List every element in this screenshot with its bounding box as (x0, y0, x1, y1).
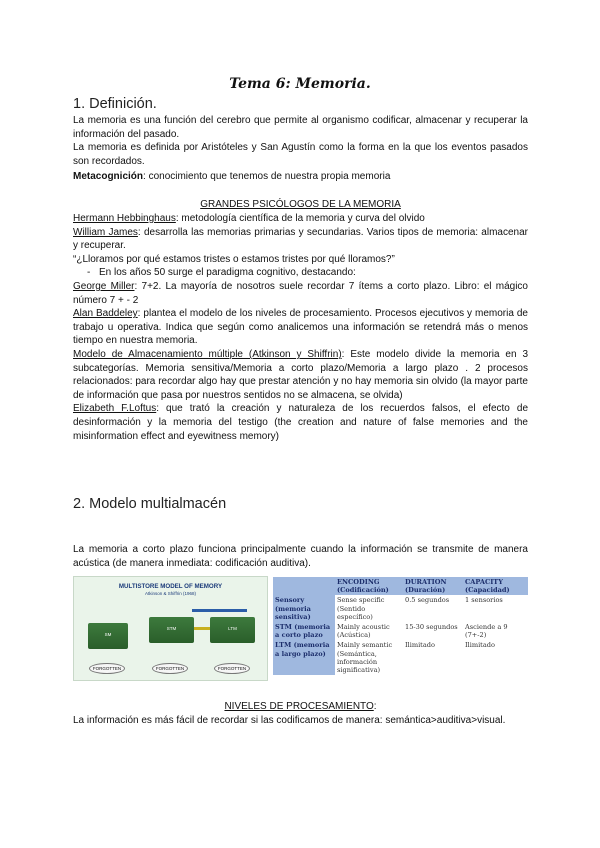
table-cell-encoding: Mainly acoustic (Acústica) (337, 623, 390, 640)
table-header-duration: DURATION (Duración) (403, 577, 463, 595)
psychologist-text: : 7+2. La mayoría de nosotros suele recordar 7 ítems a corto plazo. Libro: el mágico número 7 + - 2 (73, 280, 528, 306)
psychologist-name: George Miller (73, 280, 135, 292)
diagram-title: MULTISTORE MODEL OF MEMORY (118, 583, 223, 590)
psychologist-entry (73, 212, 528, 226)
psychologist-text: : que trató la creación y naturaleza de los recuerdos falsos, el efecto de desinformación y la memoria del testigo (the creation and nature of false memories and the misinformation effect and eyewitness memory) (73, 403, 529, 442)
niveles-paragraph: La información es más fácil de recordar si las codificamos de manera: semántica>auditiva>visual. (73, 715, 506, 726)
table-row (273, 622, 528, 640)
table-row (273, 595, 528, 622)
psychologist-name: William James (73, 226, 138, 238)
psychologists-heading: GRANDES PSICÓLOGOS DE LA MEMORIA (200, 199, 401, 210)
definition-paragraph-1: La memoria es una función del cerebro que permite al organismo codificar, almacenar y recuperar la información del pasado. (73, 115, 528, 140)
diagram-subtitle: Atkinson & Shiffrin (1968) (145, 591, 196, 596)
quote-text: “¿Lloramos por qué estamos tristes o estamos tristes por qué lloramos?” (73, 253, 395, 265)
table-row (273, 640, 528, 675)
table-cell-capacity: Asciende a 9 (7+-2) (465, 623, 508, 640)
niveles-heading-colon: : (373, 701, 377, 712)
table-cell-duration: Ilimitado (405, 641, 435, 650)
psychologist-entry (73, 402, 528, 443)
psychologist-entry (73, 280, 528, 307)
diagram-box-stm: STM (149, 617, 194, 643)
table-row-label: STM (memoria a corto plazo (273, 622, 335, 640)
niveles-heading (73, 700, 528, 714)
psychologist-entry (73, 226, 528, 253)
diagram-box-sm: SM (88, 623, 128, 649)
table-header-encoding: ENCODING (Codificación) (335, 577, 403, 595)
psychologist-name: Hermann Hebbinghaus (73, 213, 176, 224)
section-2-heading: 2. Modelo multialmacén (73, 496, 227, 512)
psychologist-text: : plantea el modelo de los niveles de procesamiento. Procesos ejecutivos y memoria de trabajo u operativa. Indica que según como analicemos una información se retendrá más o menos tiempo en nuestra memoria. (73, 308, 528, 347)
diagram-oval-forgotten: FORGOTTEN (152, 663, 188, 674)
psychologist-text: : desarrolla las memorias primarias y secundarias. Varios tipos de memoria: almacenar y recuperar. (73, 226, 528, 252)
table-cell-capacity: 1 sensorios (465, 596, 503, 605)
psychologist-entry (73, 307, 528, 348)
definition-paragraph-2: La memoria es definida por Aristóteles y San Agustín como la forma en la que los eventos pasados son recordados. (73, 142, 528, 167)
bullet-item: - En los años 50 surge el paradigma cognitivo, destacando: (73, 266, 528, 280)
table-header-capacity: CAPACITY (Capacidad) (463, 577, 528, 595)
diagram-oval-forgotten: FORGOTTEN (214, 663, 250, 674)
table-cell-encoding: Mainly semantic (Semántica, información significativa) (337, 641, 393, 675)
metacognicion-paragraph (73, 170, 528, 184)
section-1-heading: 1. Definición. (73, 96, 157, 112)
table-cell-encoding: Sense specific (Sentido específico) (337, 596, 385, 621)
metacognicion-text: : conocimiento que tenemos de nuestra propia memoria (143, 171, 391, 182)
rehearsal-arrow (192, 609, 247, 612)
diagram-box-ltm: LTM (210, 617, 255, 643)
memory-stores-table (273, 577, 528, 675)
multistore-paragraph: La memoria a corto plazo funciona principalmente cuando la información se transmite de manera acústica (de manera inmediata: codificación auditiva). (73, 544, 528, 569)
table-row-label: LTM (memoria a largo plazo) (273, 640, 335, 675)
table-header-empty (273, 577, 335, 595)
niveles-heading-text: NIVELES DE PROCESAMIENTO (224, 701, 374, 712)
table-header-row (273, 577, 528, 595)
table-cell-duration: 0.5 segundos (405, 596, 450, 605)
psychologist-text: : metodología científica de la memoria y curva del olvido (175, 213, 425, 224)
table-row-label: Sensory (memoria sensitiva) (273, 595, 335, 622)
psychologist-name: Elizabeth F.Loftus (73, 403, 157, 415)
metacognicion-term: Metacognición (73, 171, 144, 182)
table-cell-capacity: Ilimitado (465, 641, 495, 650)
diagram-oval-forgotten: FORGOTTEN (89, 663, 125, 674)
psychologist-name: Alan Baddeley (73, 308, 138, 320)
multistore-diagram (73, 576, 268, 681)
page-title: Tema 6: Memoria. (229, 76, 371, 92)
table-cell-duration: 15-30 segundos (405, 623, 458, 632)
psychologist-text: : Este modelo divide la memoria en 3 subcategorías. Memoria sensitiva/Memoria a corto plazo/Memoria a largo plazo . 2 procesos relacionados: para recordar algo hay que prestar atención y no hay memoria sin olvido (la mayor parte de información que pasa por nuestros sentidos no se almacena, se olvida) (73, 348, 529, 401)
psychologist-name: Modelo de Almacenamiento múltiple (Atkinson y Shiffrin) (73, 348, 342, 360)
psychologists-list (73, 212, 528, 443)
psychologist-entry (73, 348, 528, 402)
